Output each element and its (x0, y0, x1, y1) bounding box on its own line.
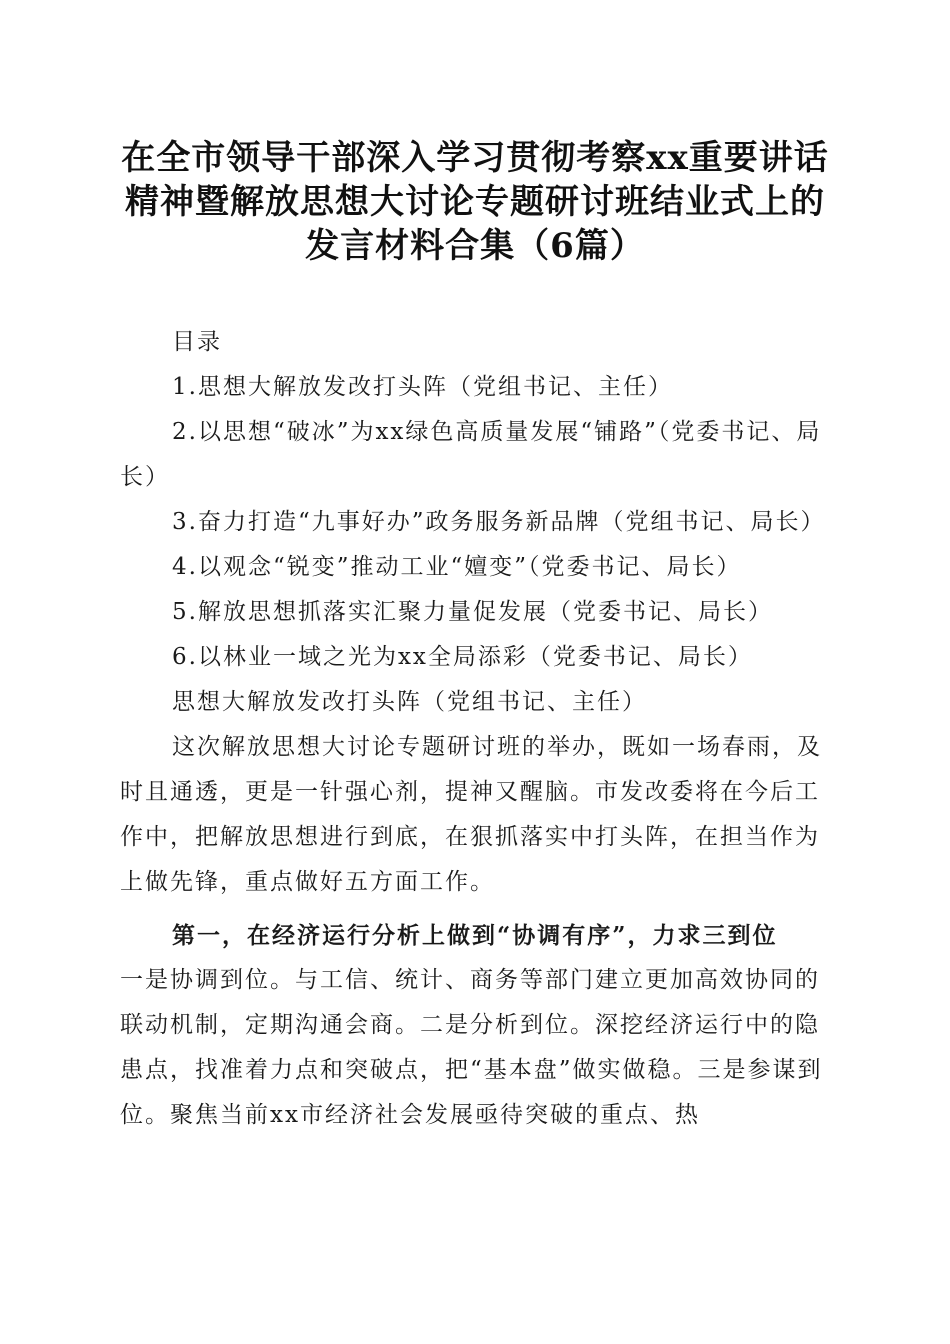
toc-item: 4.以观念“锐变”推动工业“嬗变”（党委书记、局长） (172, 554, 742, 580)
toc-item: 6.以林业一域之光为xx全局添彩（党委书记、局长） (172, 644, 753, 670)
toc-heading: 目录 (172, 329, 222, 355)
toc-item: 5.解放思想抓落实汇聚力量促发展（党委书记、局长） (172, 599, 773, 625)
paragraph: 一是协调到位。与工信、统计、商务等部门建立更加高效协同的联动机制，定期沟通会商。二是分析到位。深挖经济运行中的隐患点，找准着力点和突破点，把“基本盘”做实做稳。三是参谋到位。聚焦当前xx市经济社会发展亟待突破的重点、热 (120, 967, 823, 1128)
toc-item: 1.思想大解放发改打头阵（党组书记、主任） (172, 374, 673, 400)
paragraph-gap (120, 905, 832, 913)
section-title: 思想大解放发改打头阵（党组书记、主任） (172, 689, 647, 715)
point-heading: 第一，在经济运行分析上做到“协调有序”，力求三到位 (172, 922, 778, 949)
paragraph: 这次解放思想大讨论专题研讨班的举办，既如一场春雨，及时且通透，更是一针强心剂，提神又醒脑。市发改委将在今后工作中，把解放思想进行到底，在狠抓落实中打头阵，在担当作为上做先锋，重点做好五方面工作。 (120, 734, 822, 895)
toc-item: 3.奋力打造“九事好办”政务服务新品牌（党组书记、局长） (172, 509, 826, 535)
document-body (120, 320, 832, 1138)
toc-item: 2.以思想“破冰”为xx绿色高质量发展“铺路”（党委书记、局长） (120, 419, 822, 490)
document-title: 在全市领导干部深入学习贯彻考察xx重要讲话精神暨解放思想大讨论专题研讨班结业式上的发言材料合集（6篇） (121, 138, 829, 266)
